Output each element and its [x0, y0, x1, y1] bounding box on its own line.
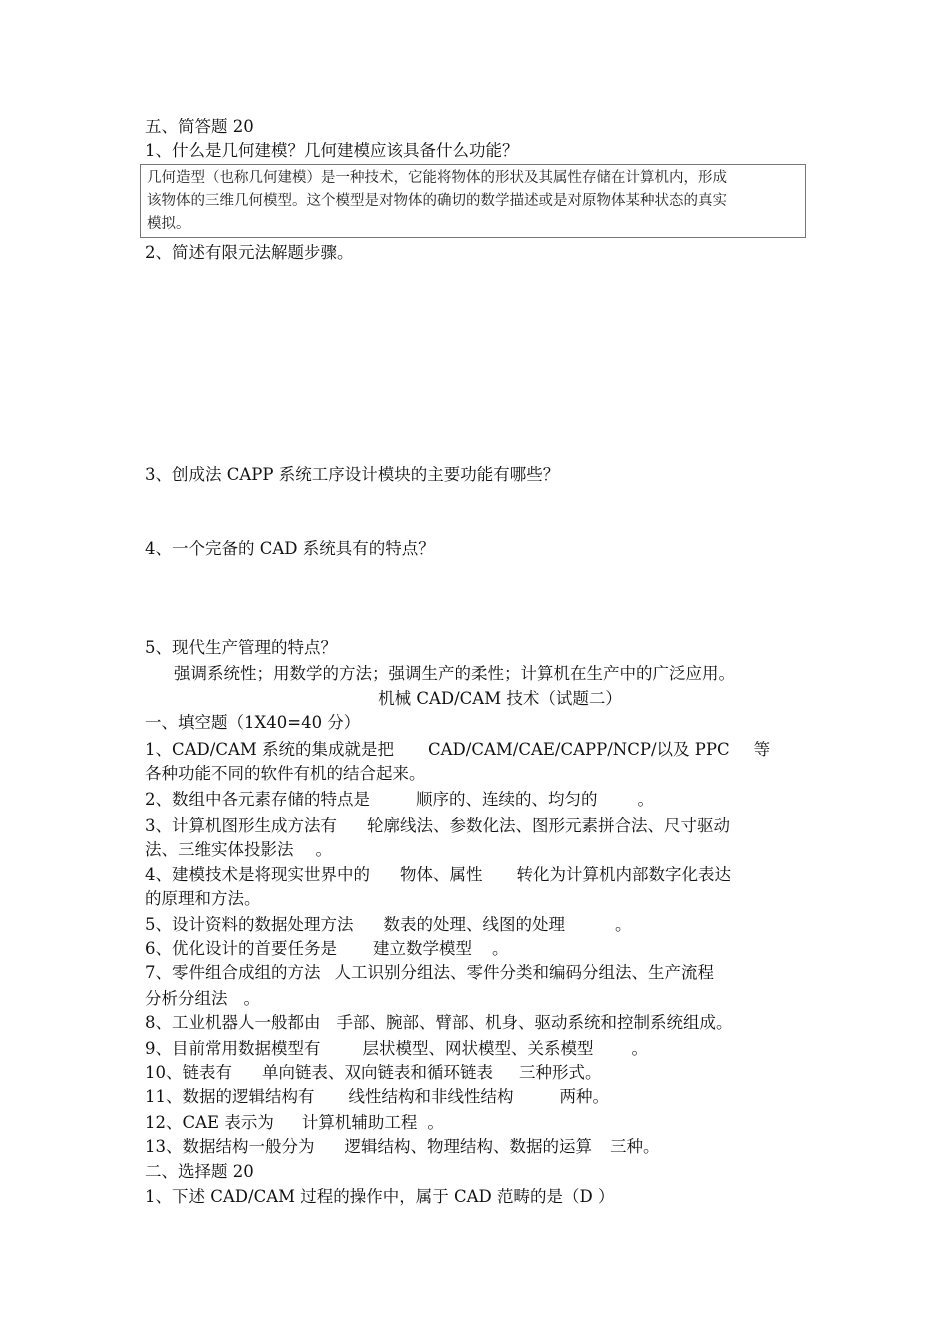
fill-line: 11、数据的逻辑结构有 线性结构和非线性结构 两种。	[145, 1087, 609, 1106]
choice-section-title: 二、选择题 20	[145, 1162, 254, 1181]
question-2: 2、简述有限元法解题步骤。	[145, 243, 354, 262]
fill-line: 法、三维实体投影法 。	[145, 840, 332, 859]
fill-line: 7、零件组合成组的方法 人工识别分组法、零件分类和编码分组法、生产流程	[145, 963, 714, 982]
fill-line: 12、CAE 表示为 计算机辅助工程 。	[145, 1113, 444, 1132]
answer-line: 该物体的三维几何模型。这个模型是对物体的确切的数学描述或是对原物体某种状态的真实	[147, 193, 727, 209]
fill-line: 的原理和方法。	[145, 889, 261, 908]
section-title: 五、简答题 20	[145, 117, 254, 136]
fill-line: 3、计算机图形生成方法有 轮廓线法、参数化法、图形元素拼合法、尺寸驱动	[145, 816, 730, 835]
answer-box	[140, 164, 806, 238]
answer-5: 强调系统性；用数学的方法；强调生产的柔性；计算机在生产中的广泛应用。	[174, 664, 735, 683]
fill-line: 9、目前常用数据模型有 层状模型、网状模型、关系模型 。	[145, 1039, 648, 1058]
answer-line: 模拟。	[147, 216, 191, 232]
fill-line: 13、数据结构一般分为 逻辑结构、物理结构、数据的运算 三种。	[145, 1137, 660, 1156]
fill-section-title: 一、填空题（1X40=40 分）	[145, 713, 361, 732]
question-3: 3、创成法 CAPP 系统工序设计模块的主要功能有哪些？	[145, 465, 560, 484]
fill-line: 1、CAD/CAM 系统的集成就是把 CAD/CAM/CAE/CAPP/NCP/以及 PPC 等	[145, 740, 771, 759]
question-4: 4、一个完备的 CAD 系统具有的特点？	[145, 539, 435, 558]
exam-title: 机械 CAD/CAM 技术（试题二）	[378, 689, 622, 708]
fill-line: 4、建模技术是将现实世界中的 物体、属性 转化为计算机内部数字化表达	[145, 865, 731, 884]
answer-line: 几何造型（也称几何建模）是一种技术，它能将物体的形状及其属性存储在计算机内，形成	[147, 170, 727, 186]
question-1: 1、什么是几何建模？几何建模应该具备什么功能？	[145, 141, 519, 160]
fill-line: 10、链表有 单向链表、双向链表和循环链表 三种形式。	[145, 1063, 602, 1082]
fill-line: 各种功能不同的软件有机的结合起来。	[145, 764, 426, 783]
fill-line: 分析分组法 。	[145, 989, 260, 1008]
question-5: 5、现代生产管理的特点？	[145, 638, 337, 657]
choice-question-1: 1、下述 CAD/CAM 过程的操作中，属于 CAD 范畴的是（D ）	[145, 1187, 615, 1206]
fill-line: 6、优化设计的首要任务是 建立数学模型 。	[145, 939, 509, 958]
fill-line: 2、数组中各元素存储的特点是 顺序的、连续的、均匀的 。	[145, 790, 654, 809]
fill-line: 5、设计资料的数据处理方法 数表的处理、线图的处理 。	[145, 915, 632, 934]
fill-line: 8、工业机器人一般都由 手部、腕部、臂部、机身、驱动系统和控制系统组成。	[145, 1013, 733, 1032]
